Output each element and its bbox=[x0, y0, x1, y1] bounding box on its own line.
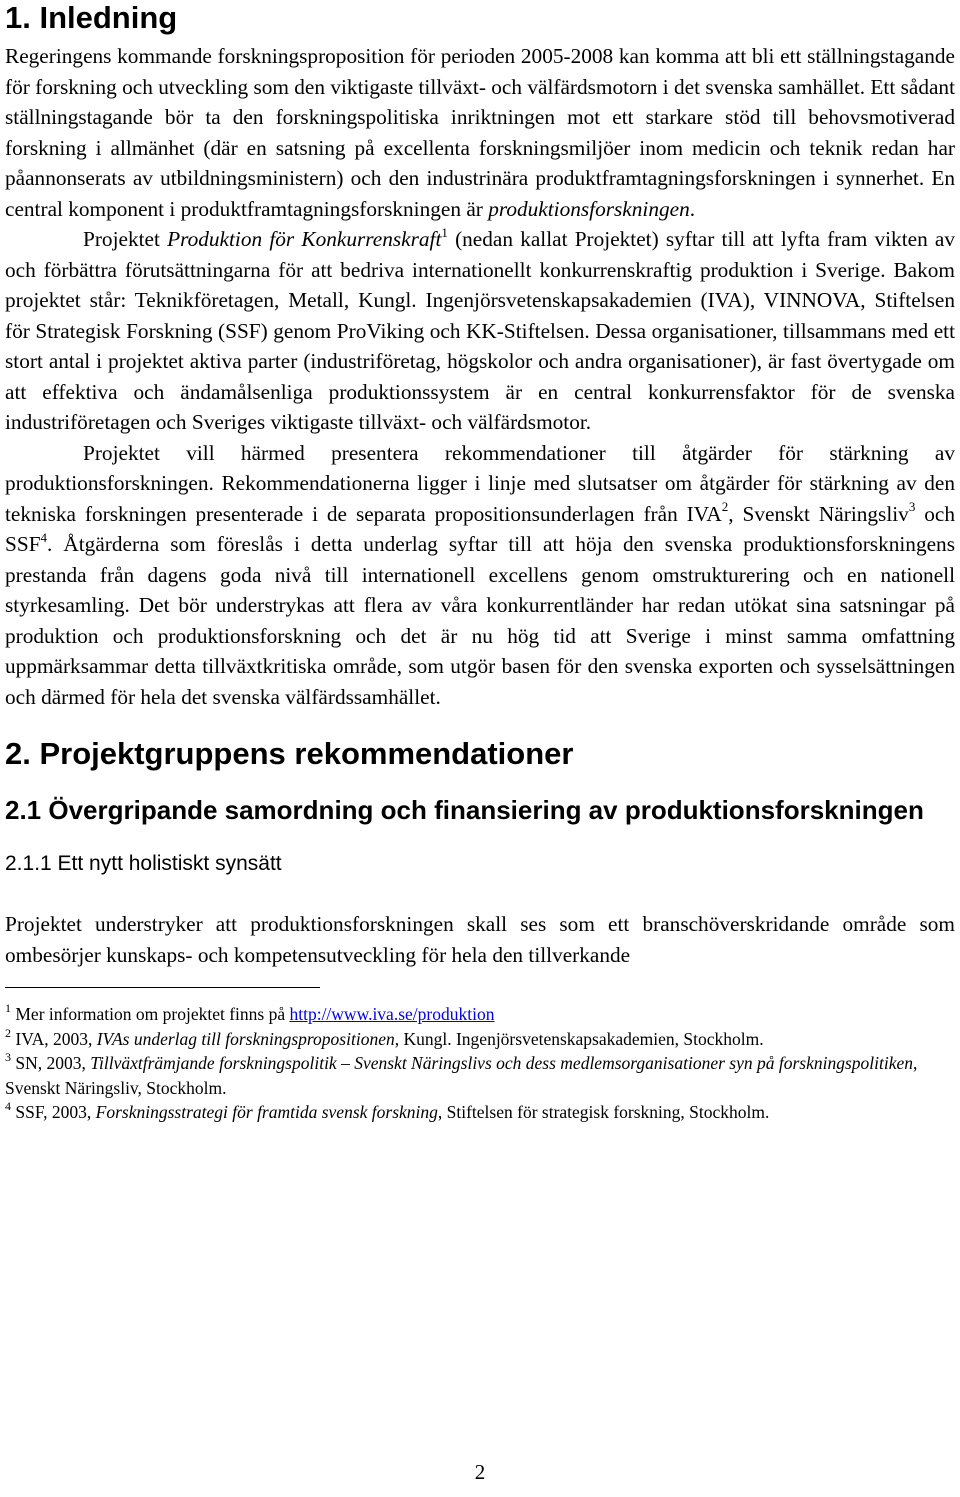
section-heading-rekommendationer: 2. Projektgruppens rekommendationer bbox=[5, 736, 574, 771]
project-title: Produktion för Konkurrenskraft bbox=[167, 227, 442, 251]
page-number: 2 bbox=[474, 1460, 486, 1484]
subsubsection-heading-2-1-1: 2.1.1 Ett nytt holistiskt synsätt bbox=[5, 852, 282, 875]
footnote-ref-1[interactable]: 1 bbox=[441, 224, 448, 240]
paragraph-text: (nedan kallat Projektet) syftar till att lyfta fram vikten av och förbättra förutsättningarna för att bedriva internationellt konkurrenskraftig produktion i Sverige. Bakom projektet står: Teknikföretagen, Metall, Kungl. Ingenjörsvetenskapsakademien (IVA), VINNOVA, Stiftelsen för Strategisk Forskning (SSF) genom ProViking och KK-Stiftelsen. Dessa organisationer, tillsammans med ett stort antal i projektet aktiva parter (industriföretag, högskolor och andra organisationer), är fast övertygade om att effektiva och ändamålsenliga produktionssystem är en central konkurrensfaktor för de svenska industriföretagen och Sveriges viktigaste tillväxt- och välfärdsmotor. bbox=[5, 227, 956, 434]
italic-term: produktionsforskningen bbox=[488, 196, 690, 221]
paragraph-intro: Regeringens kommande forskningsproposition för perioden 2005-2008 kan komma att bli ett ställningstagande för forskning och utveckling som den viktigaste tillväxt- och välfärdsmotorn i det svenska samhället. Ett sådant ställningstagande bör ta den forskningspolitiska inriktningen mot ett starkare stöd till behovsmotiverad forskning i allmänhet (där en satsning på excellenta forskningsmiljöer inom medicin och teknik redan har påannonserats av utbildningsministern) och den industrinära produktframtagningsforskningen i synnerhet. En central komponent i produktframtagningsforskningen är produktionsforskningen. bbox=[5, 44, 955, 221]
footnote-divider bbox=[5, 987, 320, 988]
footnote-4: $^4$ SSF, 2003, Forskningsstrategi för framtida svensk forskning, Stiftelsen för strategisk forskning, Stockholm. bbox=[5, 1099, 770, 1122]
footnote-3: $^3$ SN, 2003, Tillväxtfrämjande forskningspolitik – Svenskt Näringslivs och dess medlemsorganisationer syn på forskningspolitiken, Svenskt Näringsliv, Stockholm. bbox=[5, 1050, 918, 1098]
footnotes bbox=[5, 1002, 955, 1125]
footnote-ref-3[interactable]: 3 bbox=[908, 499, 916, 515]
paragraph-project: Projektet Produktion för Konkurrenskraft$^1$ (nedan kallat Projektet) syftar till att lyfta fram vikten av och förbättra förutsättningarna för att bedriva internationellt konkurrenskraftig produktion i Sverige. Bakom projektet står: Teknikföretagen, Metall, Kungl. Ingenjörsvetenskapsakademien (IVA), VINNOVA, Stiftelsen för Strategisk Forskning (SSF) genom ProViking och KK-Stiftelsen. Dessa organisationer, tillsammans med ett stort antal i projektet aktiva parter (industriföretag, högskolor och andra organisationer), är fast övertygade om att effektiva och ändamålsenliga produktionssystem är en central konkurrensfaktor för de svenska industriföretagen och Sveriges viktigaste tillväxt- och välfärdsmotor. bbox=[5, 224, 956, 434]
footnote-1: $^1$ Mer information om projektet finns på http://www.iva.se/produktion bbox=[5, 1001, 495, 1024]
paragraph-recommendations: Projektet vill härmed presentera rekommendationer till åtgärder för stärkning av produktionsforskningen. Rekommendationerna ligger i linje med slutsatser om åtgärder för stärkning av den tekniska forskningen presenterade i de separata propositionsunderlagen från IVA$^2$, Svenskt Näringsliv$^3$ och SSF$^4$. Åtgärderna som föreslås i detta underlag syftar till att höja den svenska produktionsforskningens prestanda från dagens goda nivå till internationell excellens genom omstrukturering och en nationell styrkesamling. Det bör understrykas att flera av våra konkurrentländer har redan utökat sina satsningar på produktion och produktionsforskning och det är nu hög tid att Sverige i minst samma omfattning uppmärksammar detta tillväxtkritiska område, som utgör basen för den svenska exporten och sysselsättningen och därmed för hela det svenska välfärdssamhället. bbox=[5, 440, 955, 709]
paragraph-text: Regeringens kommande forskningsproposition för perioden 2005-2008 kan komma att bli ett ställningstagande för forskning och utveckling som den viktigaste tillväxt- och välfärdsmotorn i det svenska samhället. Ett sådant ställningstagande bör ta den forskningspolitiska inriktningen mot ett starkare stöd till behovsmotiverad forskning i allmänhet (där en satsning på excellenta forskningsmiljöer inom medicin och teknik redan har påannonserats av utbildningsministern) och den industrinära produktframtagningsforskningen i synnerhet. En central komponent i produktframtagningsforskningen är bbox=[5, 44, 955, 221]
paragraph-holistic: Projektet understryker att produktionsforskningen skall ses som ett branschöverskridande område som ombesörjer kunskaps- och kompetensutveckling för hela den tillverkande bbox=[5, 912, 955, 967]
footnote-ref-2[interactable]: 2 bbox=[721, 499, 729, 515]
document-page bbox=[5, 0, 955, 1125]
section-heading-inledning: 1. Inledning bbox=[5, 0, 178, 35]
footnote-ref-4[interactable]: 4 bbox=[40, 529, 48, 545]
footnote-link[interactable]: http://www.iva.se/produktion bbox=[289, 1004, 495, 1024]
subsection-heading-2-1: 2.1 Övergripande samordning och finansiering av produktionsforskningen bbox=[5, 795, 924, 825]
footnote-2: $^2$ IVA, 2003, IVAs underlag till forskningspropositionen, Kungl. Ingenjörsvetenskapsakademien, Stockholm. bbox=[5, 1025, 764, 1049]
